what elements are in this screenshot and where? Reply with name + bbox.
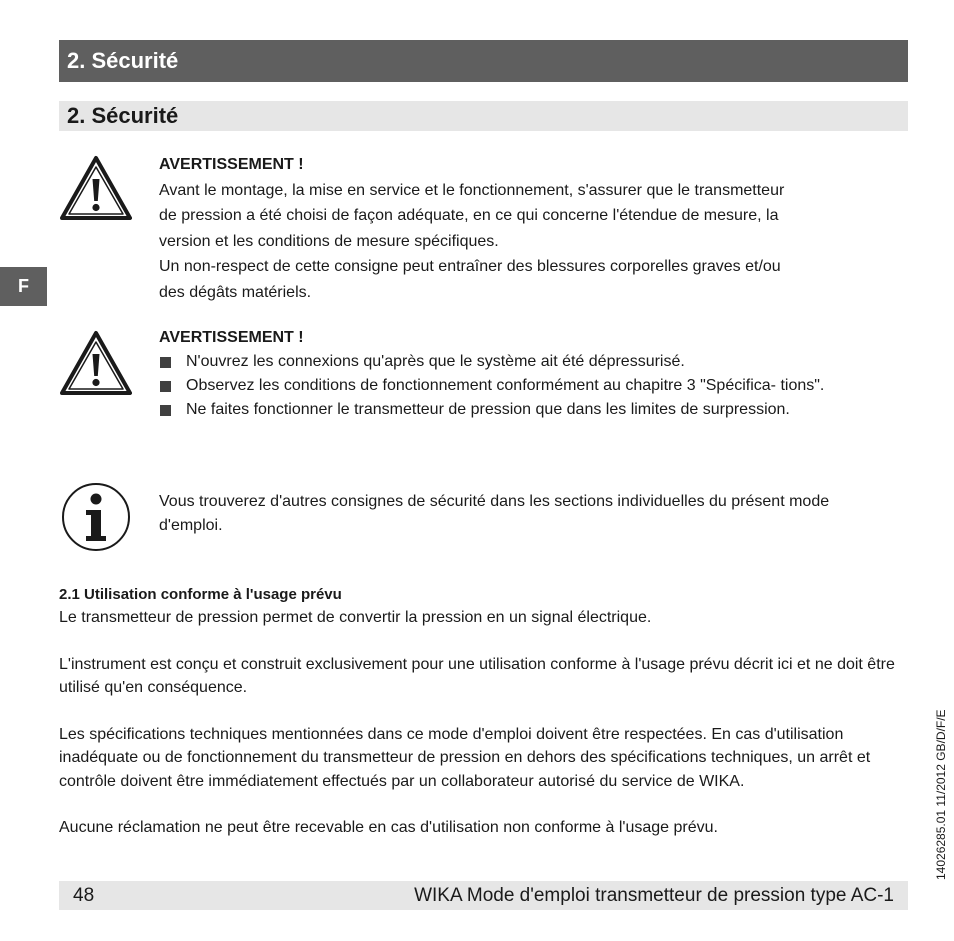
warning-title: AVERTISSEMENT !: [159, 156, 304, 173]
info-block: [159, 490, 894, 538]
warning-text-line: de pression a été choisi de façon adéquate, en ce qui concerne l'étendue de mesure, la: [159, 207, 779, 224]
warning-text-line: Un non-respect de cette consigne peut entraîner des blessures corporelles graves et/ou: [159, 258, 781, 275]
page-number: 48: [73, 885, 95, 906]
footer-title: WIKA Mode d'emploi transmetteur de pression type AC-1: [414, 885, 894, 906]
info-text: Vous trouverez d'autres consignes de sécurité dans les sections individuelles du présent mode d'emploi.: [159, 493, 830, 534]
square-bullet-icon: [160, 357, 171, 368]
warning-title: AVERTISSEMENT !: [159, 329, 304, 346]
paragraph: Les spécifications techniques mentionnées dans ce mode d'emploi doivent être respectées. En cas d'utilisation inadéquate ou de fonctionnement du transmetteur de pression en dehors des spécifications techniques, un arrêt et contrôle doivent être immédiatement effectués par un collaborateur autorisé du service de WIKA.: [59, 725, 871, 790]
list-item: N'ouvrez les connexions qu'après que le système ait été dépressurisé.: [159, 350, 889, 374]
paragraph: Le transmetteur de pression permet de convertir la pression en un signal électrique.: [59, 609, 652, 626]
list-item: Observez les conditions de fonctionnement conformément au chapitre 3 "Spécifica- tions".: [159, 374, 889, 398]
warning-bullet-list: [159, 350, 889, 422]
warning-text-line: des dégâts matériels.: [159, 283, 312, 301]
language-tab: F: [0, 267, 47, 306]
chapter-title: 2. Sécurité: [67, 48, 179, 73]
info-circle-icon: [61, 482, 131, 552]
warning-text-line: Avant le montage, la mise en service et le fonctionnement, s'assurer que le transmetteur: [159, 181, 785, 199]
warning-block-1: [159, 152, 889, 305]
paragraph: Aucune réclamation ne peut être recevable en cas d'utilisation non conforme à l'usage prévu.: [59, 819, 718, 836]
warning-triangle-icon: [60, 330, 132, 396]
warning-triangle-icon: [60, 155, 132, 221]
square-bullet-icon: [160, 381, 171, 392]
paragraph: L'instrument est conçu et construit exclusivement pour une utilisation conforme à l'usage prévu décrit ici et ne doit être utilisé qu'en conséquence.: [59, 655, 895, 696]
page-footer: [59, 881, 908, 910]
section-header: [59, 101, 908, 131]
section-heading: 2.1 Utilisation conforme à l'usage prévu: [59, 586, 342, 603]
warning-block-2: [159, 325, 889, 422]
section-title: 2. Sécurité: [67, 103, 179, 128]
chapter-header: [59, 40, 908, 82]
warning-text-line: version et les conditions de mesure spécifiques.: [159, 232, 499, 250]
square-bullet-icon: [160, 405, 171, 416]
document-code: 14026285.01 11/2012 GB/D/F/E: [934, 709, 948, 880]
list-item: Ne faites fonctionner le transmetteur de pression que dans les limites de surpression.: [159, 398, 889, 422]
section-2-1: [59, 584, 909, 863]
